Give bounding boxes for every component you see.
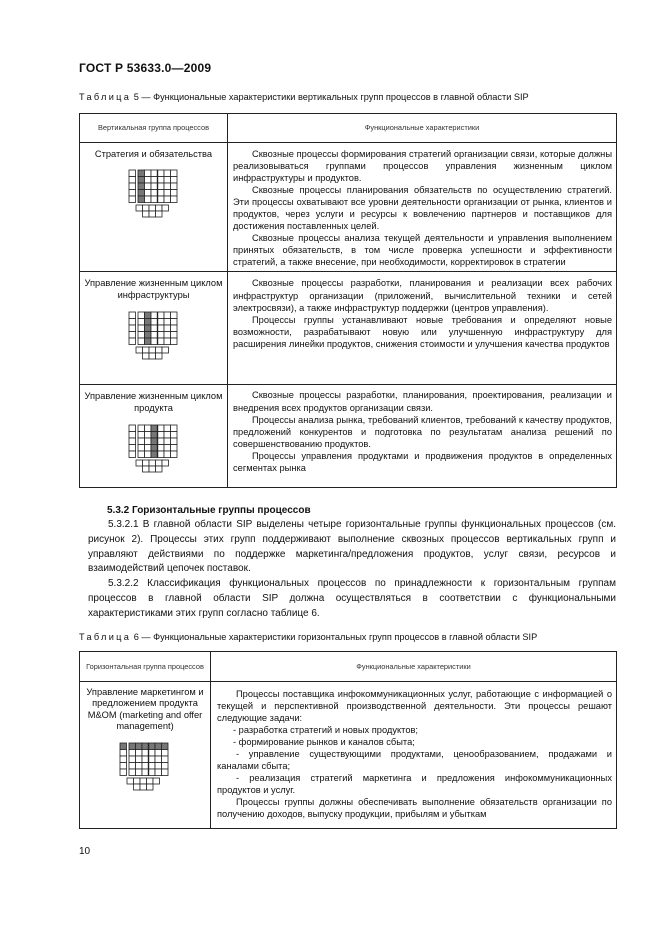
table5-col2-header: Функциональные характеристики [228, 114, 617, 143]
table-row [80, 272, 617, 385]
table5-caption [79, 92, 529, 102]
group-cell [80, 272, 228, 385]
description-paragraph: Сквозные процессы планирования обязательств по осуществлению стратегий. Эти процессы охватывают все уровни деятельности организации от рынка, клиентов и продуктов, через услуги и ресурсы к вовлечению партнеров и поставщиков для достижения поставленных целей. [233, 185, 612, 232]
description-paragraph: Процессы анализа рынка, требований клиентов, требований к качеству продуктов, предложений конкурентов и подготовка по результатам анализа решений по совершенствованию продуктов. [233, 414, 612, 449]
table5-caption-prefix: Таблица [79, 92, 132, 102]
table6-caption [79, 632, 537, 642]
table-row [80, 385, 617, 488]
group-cell [80, 143, 228, 272]
sip-vertical-product-icon [127, 423, 181, 473]
description-paragraph: Сквозные процессы разработки, планирования и реализации всех рабочих инфраструктур организации (приложений, вычислительной техники и сетей электросвязи), а также инфраструктур поддержки (центров управления). [233, 278, 612, 313]
table5-caption-text: 5 — Функциональные характеристики вертикальных групп процессов в главной области SIP [133, 92, 529, 102]
section-heading: 5.3.2 Горизонтальные группы процессов [107, 505, 311, 516]
group-name: Управление маркетингом и предложением продукта M&OM (marketing and offer management) [86, 687, 204, 731]
section-body [88, 518, 616, 622]
description-paragraph: Процессы управления продуктами и продвижения продуктов в определенных сегментах рынка [233, 450, 612, 473]
description-cell [228, 143, 617, 272]
table6-col2-header: Функциональные характеристики [211, 652, 617, 682]
description-paragraph: - управление существующими продуктами, ценообразованием, продажами и каналами сбыта; [217, 749, 612, 772]
description-paragraph: Сквозные процессы разработки, планирования, проектирования, реализации и внедрения всех продуктов организации связи. [233, 390, 612, 413]
table5 [79, 113, 617, 488]
description-paragraph: Сквозные процессы анализа текущей деятельности и управления выполнением принятых обязательств, в том числе проверка успешности и эффективности стратегий, а также внесение, при необходимости, корректировок в стратегии [233, 233, 612, 268]
group-cell [80, 682, 211, 829]
body-paragraph: 5.3.2.2 Классификация функциональных процессов по принадлежности к горизонтальным группам процессов в главной области SIP должна осуществляться в соответствии с функциональными характеристиками этих групп согласно таблице 6. [88, 578, 616, 619]
table6-caption-text: 6 — Функциональные характеристики горизонтальных групп процессов в главной области SIP [133, 632, 538, 642]
group-cell [80, 385, 228, 488]
table6 [79, 651, 617, 829]
description-paragraph: Процессы группы устанавливают новые требования и определяют новые возможности, разрабатывают новую или улучшенную инфраструктуру для расширения линейки продуктов, снижения стоимости и улучшения качества продуктов [233, 314, 612, 349]
table6-col1-header: Горизонтальная группа процессов [80, 652, 211, 682]
page-number: 10 [79, 846, 91, 857]
document-header: ГОСТ Р 53633.0—2009 [79, 61, 212, 75]
body-paragraph: 5.3.2.1 В главной области SIP выделены четыре горизонтальные группы функциональных процессов (см. рисунок 2). Процессы этих групп поддерживают выполнение сквозных процессов вертикальных групп и управляют действиями по поддержке маркетинга/предложения продуктов, услуг связи, ресурсов и взаимодействий цепочек поставок. [88, 519, 616, 575]
sip-horizontal-marketing-icon [118, 741, 172, 791]
table-row [80, 143, 617, 272]
sip-vertical-strategy-icon [127, 168, 181, 218]
sip-vertical-infrastructure-icon [127, 310, 181, 360]
description-cell [228, 272, 617, 385]
group-name: Управление жизненным циклом продукта [84, 391, 223, 413]
description-paragraph: - реализация стратегий маркетинга и предложения инфокоммуникационных продуктов и услуг. [217, 773, 612, 796]
table6-caption-prefix: Таблица [79, 632, 132, 642]
group-name: Управление жизненным циклом инфраструктуры [84, 278, 223, 300]
description-paragraph: Сквозные процессы формирования стратегий организации связи, которые должны реализовываться группами процессов управления жизненным циклом инфраструктуры и продуктов. [233, 149, 612, 184]
table-row [80, 682, 617, 829]
table5-col1-header: Вертикальная группа процессов [80, 114, 228, 143]
description-paragraph: Процессы поставщика инфокоммуникационных услуг, работающие с информацией о текущей и перспективной производственной деятельности. Эти процессы решают следующие задачи: [217, 689, 612, 724]
group-name: Стратегия и обязательства [94, 149, 213, 159]
description-cell [228, 385, 617, 488]
description-paragraph: - формирование рынков и каналов сбыта; [233, 737, 415, 748]
description-cell [211, 682, 617, 829]
description-paragraph: Процессы группы должны обеспечивать выполнение обязательств организации по получению доходов, выпуску продукции, прибылям и убыткам [217, 797, 612, 820]
description-paragraph: - разработка стратегий и новых продуктов; [233, 725, 419, 736]
